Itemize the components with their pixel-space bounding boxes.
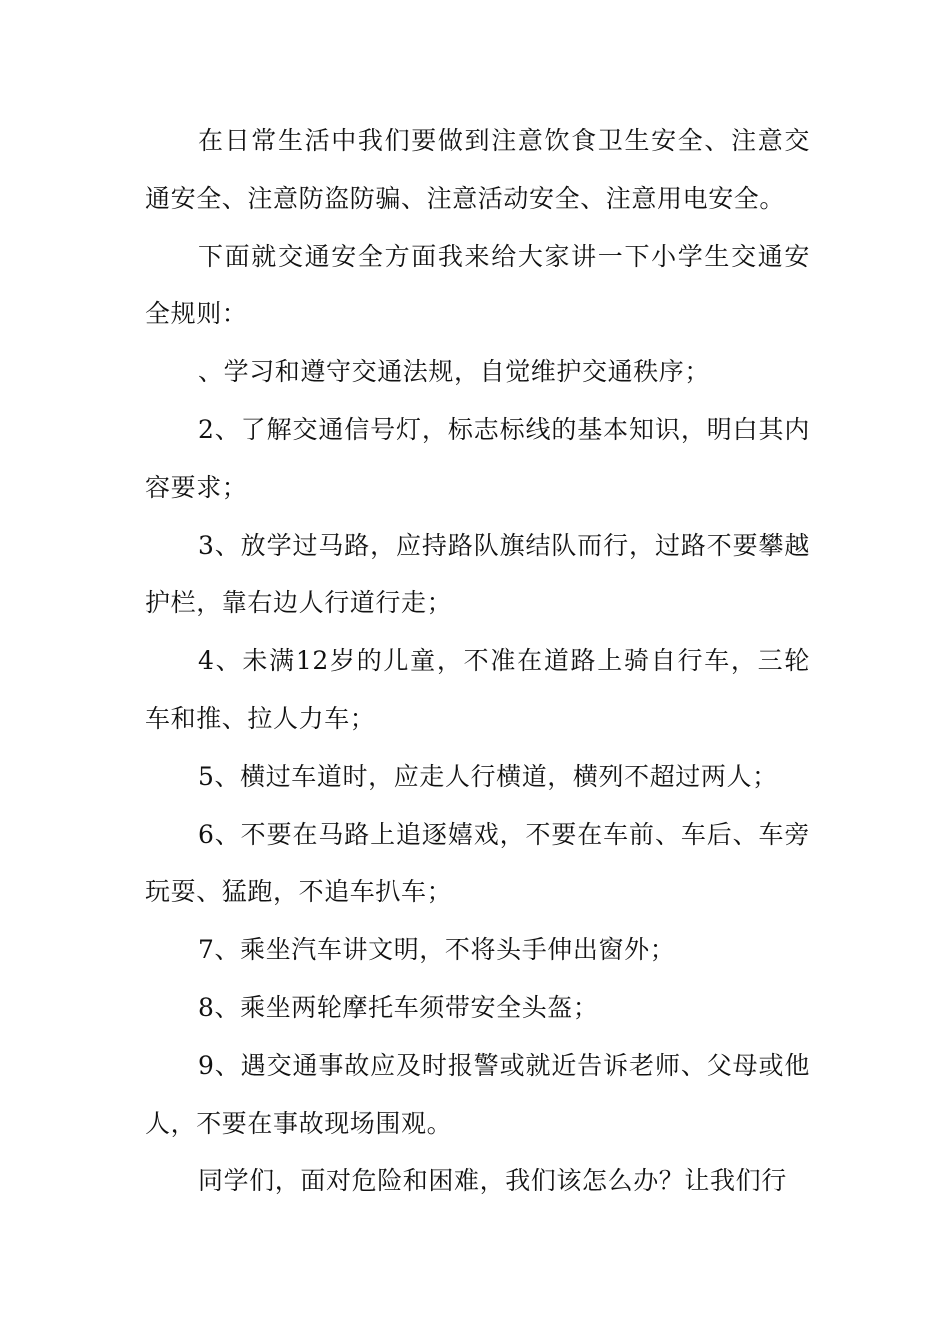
rule-item-4: 4、未满12岁的儿童，不准在道路上骑自行车，三轮车和推、拉人力车； [145, 646, 810, 733]
rule-item-1: 、学习和遵守交通法规，自觉维护交通秩序； [198, 357, 711, 387]
rule-item-3: 3、放学过马路，应持路队旗结队而行，过路不要攀越护栏，靠右边人行道行走； [145, 530, 810, 618]
rule-item-8: 8、乘坐两轮摩托车须带安全头盔； [198, 992, 599, 1022]
paragraph-traffic-intro: 下面就交通安全方面我来给大家讲一下小学生交通安全规则： [145, 241, 810, 329]
rule-item-5: 5、横过车道时，应走人行横道，横列不超过两人； [198, 761, 778, 791]
paragraph-closing: 同学们，面对危险和困难，我们该怎么办？让我们行 [198, 1166, 787, 1196]
rule-item-6: 6、不要在马路上追逐嬉戏，不要在车前、车后、车旁玩耍、猛跑，不追车扒车； [145, 819, 810, 907]
document-body [145, 112, 810, 1210]
paragraph-daily-safety: 在日常生活中我们要做到注意饮食卫生安全、注意交通安全、注意防盗防骗、注意活动安全、注意用电安全。 [145, 126, 810, 213]
rule-item-2: 2、了解交通信号灯，标志标线的基本知识，明白其内容要求； [145, 414, 810, 502]
rule-item-7: 7、乘坐汽车讲文明，不将头手伸出窗外； [198, 935, 676, 965]
rule-item-9: 9、遇交通事故应及时报警或就近告诉老师、父母或他人，不要在事故现场围观。 [145, 1050, 810, 1138]
